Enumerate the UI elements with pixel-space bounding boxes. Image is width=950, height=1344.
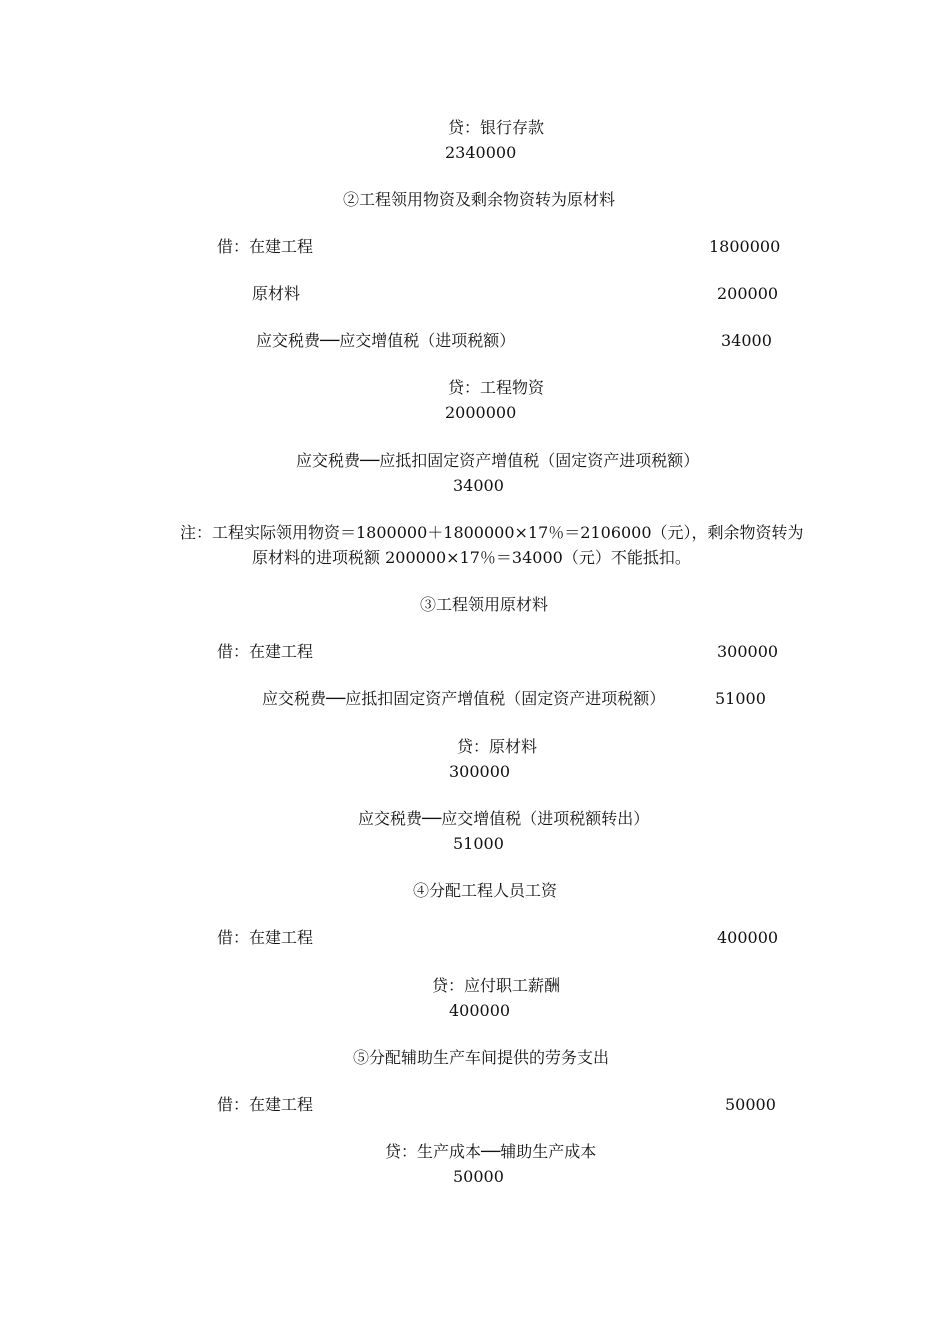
credit-line: 贷：原材料 [457,737,538,756]
amount: 1800000 [709,237,781,256]
amount: 2340000 [445,143,517,162]
credit-line: 贷：应付职工薪酬 [432,976,561,995]
amount: 51000 [453,834,504,853]
amount: 34000 [721,331,772,350]
credit-line: 应交税费──应抵扣固定资产增值税（固定资产进项税额） [296,451,700,470]
amount: 200000 [717,284,779,303]
section-heading: ⑤分配辅助生产车间提供的劳务支出 [353,1048,610,1067]
credit-line: 贷：银行存款 [448,118,545,137]
amount: 400000 [449,1001,511,1020]
amount: 34000 [453,476,504,495]
debit-line: 应交税费──应交增值税（进项税额） [256,331,516,350]
section-heading: ②工程领用物资及剩余物资转为原材料 [343,190,616,209]
amount: 400000 [717,928,779,947]
debit-line: 借：在建工程 [217,642,314,661]
amount: 50000 [725,1095,776,1114]
note-text: 原材料的进项税额 200000×17％＝34000（元）不能抵扣。 [252,548,691,567]
amount: 300000 [717,642,779,661]
amount: 300000 [449,762,511,781]
note-text: 注：工程实际领用物资＝1800000＋1800000×17％＝2106000（元），剩余物资转为 [180,523,804,542]
credit-line: 贷：工程物资 [448,378,545,397]
amount: 51000 [715,689,766,708]
debit-line: 借：在建工程 [217,928,314,947]
debit-line: 借：在建工程 [217,1095,314,1114]
credit-line: 贷：生产成本──辅助生产成本 [385,1142,597,1161]
debit-line: 原材料 [252,284,301,303]
debit-line: 借：在建工程 [217,237,314,256]
section-heading: ④分配工程人员工资 [413,881,558,900]
section-heading: ③工程领用原材料 [420,595,549,614]
amount: 2000000 [445,403,517,422]
debit-line: 应交税费──应抵扣固定资产增值税（固定资产进项税额） [262,689,666,708]
amount: 50000 [453,1167,504,1186]
credit-line: 应交税费──应交增值税（进项税额转出） [358,809,650,828]
